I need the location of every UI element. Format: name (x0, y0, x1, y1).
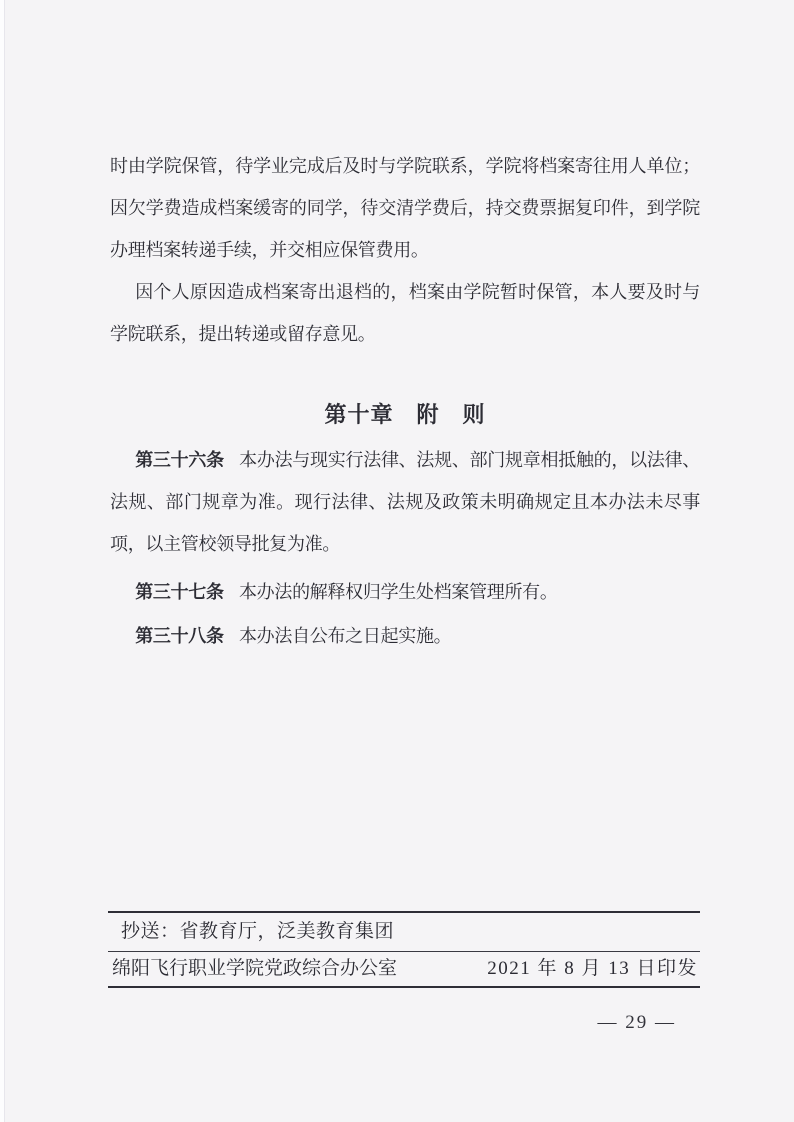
scan-edge-artifact (0, 0, 6, 1122)
article-36 (110, 439, 700, 565)
document-footer (108, 911, 700, 988)
paragraph-continuation: 时由学院保管，待学业完成后及时与学院联系，学院将档案寄往用人单位；因欠学费造成档案缓寄的同学，待交清学费后，持交费票据复印件，到学院办理档案转递手续，并交相应保管费用。 (110, 156, 700, 260)
article-36-text: 本办法与现实行法律、法规、部门规章相抵触的，以法律、法规、部门规章为准。现行法律、法规及政策未明确规定且本办法未尽事项，以主管校领导批复为准。 (110, 450, 700, 554)
document-body (110, 145, 700, 657)
cc-row: 抄送：省教育厅，泛美教育集团 (121, 921, 395, 942)
issuer-name: 绵阳飞行职业学院党政综合办公室 (112, 958, 398, 979)
article-37-number: 第三十七条 (135, 582, 224, 602)
article-38-number: 第三十八条 (135, 626, 224, 646)
article-36-number: 第三十六条 (135, 450, 224, 470)
article-38-text: 本办法自公布之日起实施。 (238, 626, 452, 646)
page-number: — 29 — (597, 1012, 676, 1033)
article-37 (110, 571, 700, 613)
print-date: 2021 年 8 月 13 日印发 (487, 958, 698, 979)
article-38 (110, 615, 700, 657)
article-37-text: 本办法的解释权归学生处档案管理所有。 (238, 582, 558, 602)
footer-rule-bottom (108, 986, 700, 988)
paragraph-personal-reason: 因个人原因造成档案寄出退档的，档案由学院暂时保管，本人要及时与学院联系，提出转递或留存意见。 (110, 282, 700, 344)
chapter-heading: 第十章 附 则 (324, 402, 486, 427)
issuer-row (108, 952, 700, 986)
